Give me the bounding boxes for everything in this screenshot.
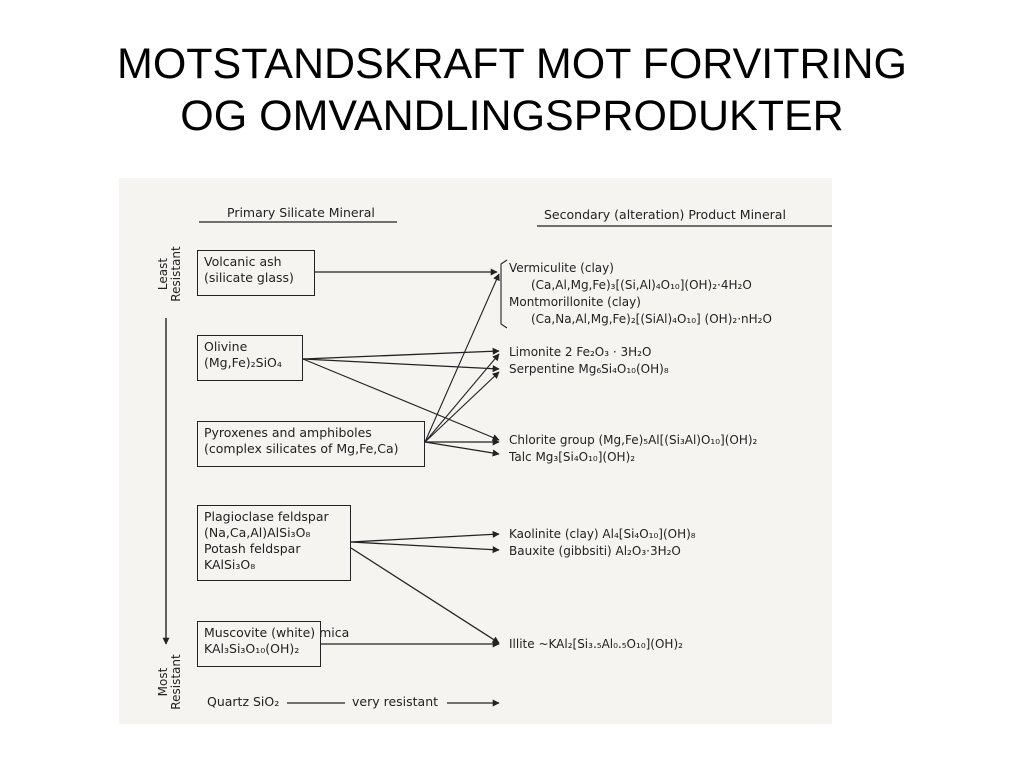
muscovite-label: Muscovite (white) mica [204, 625, 350, 640]
plagioclase-label: Plagioclase feldspar [204, 509, 329, 524]
clay-bracket [501, 260, 507, 328]
pyroxene-desc: (complex silicates of Mg,Fe,Ca) [204, 441, 399, 456]
arrow-olivine-to-limonite [303, 351, 499, 359]
box-volcanic-ash [197, 250, 315, 296]
weathering-diagram [119, 178, 832, 724]
plagioclase-formula: (Na,Ca,Al)AlSi₃O₈ [204, 525, 311, 540]
muscovite-formula: KAl₃Si₃O₁₀(OH)₂ [204, 641, 300, 656]
potash-formula: KAlSi₃O₈ [204, 557, 256, 572]
olivine-formula: (Mg,Fe)₂SiO₄ [204, 355, 282, 370]
secondary-header: Secondary (alteration) Product Mineral [544, 207, 786, 222]
arrow-olivine-to-serpentine [303, 359, 499, 369]
most-resistant-label: Most Resistant [156, 654, 183, 710]
arrow-feldspar-to-kaolinite [351, 534, 499, 542]
arrow-pyroxene-to-clay [425, 274, 499, 442]
limonite-label: Limonite 2 Fe₂O₃ · 3H₂O [509, 345, 652, 359]
arrow-pyroxene-to-serpentine [425, 372, 499, 442]
box-olivine [197, 335, 303, 381]
bauxite-label: Bauxite (gibbsiti) Al₂O₃·3H₂O [509, 544, 681, 558]
primary-header: Primary Silicate Mineral [227, 205, 375, 220]
box-pyroxenes [197, 421, 425, 467]
kaolinite-label: Kaolinite (clay) Al₄[Si₄O₁₀](OH)₈ [509, 527, 696, 541]
montmorillonite-label: Montmorillonite (clay) [509, 295, 641, 309]
box-muscovite [197, 621, 350, 667]
arrow-pyroxene-to-talc [425, 442, 499, 454]
quartz-note: very resistant [352, 694, 439, 709]
pyroxene-label: Pyroxenes and amphiboles [204, 425, 372, 440]
illite-label: Illite ~KAl₂[Si₃.₅Al₀.₅O₁₀](OH)₂ [509, 637, 683, 651]
potash-label: Potash feldspar [204, 541, 301, 556]
title-line-2: OG OMVANDLINGSPRODUKTER [180, 92, 844, 140]
serpentine-label: Serpentine Mg₆Si₄O₁₀(OH)₈ [509, 362, 669, 376]
olivine-label: Olivine [204, 339, 248, 354]
vermiculite-formula: (Ca,Al,Mg,Fe)₃[(Si,Al)₄O₁₀](OH)₂·4H₂O [531, 278, 752, 292]
volcanic-ash-desc: (silicate glass) [204, 270, 294, 285]
volcanic-ash-label: Volcanic ash [204, 254, 282, 269]
montmorillonite-formula: (Ca,Na,Al,Mg,Fe)₂[(SiAl)₄O₁₀] (OH)₂·nH₂O [531, 312, 772, 326]
slide-title [0, 38, 1024, 142]
quartz-label: Quartz SiO₂ [207, 694, 280, 709]
least-resistant-label: Least Resistant [156, 246, 183, 302]
arrow-feldspar-to-illite [351, 548, 499, 643]
vermiculite-label: Vermiculite (clay) [509, 261, 614, 275]
title-line-1: MOTSTANDSKRAFT MOT FORVITRING [117, 40, 907, 88]
arrow-feldspar-to-bauxite [351, 542, 499, 550]
chlorite-label: Chlorite group (Mg,Fe)₅Al[(Si₃Al)O₁₀](OH)₂ [509, 433, 758, 447]
talc-label: Talc Mg₃[Si₄O₁₀](OH)₂ [509, 450, 636, 464]
box-feldspar [197, 505, 351, 581]
